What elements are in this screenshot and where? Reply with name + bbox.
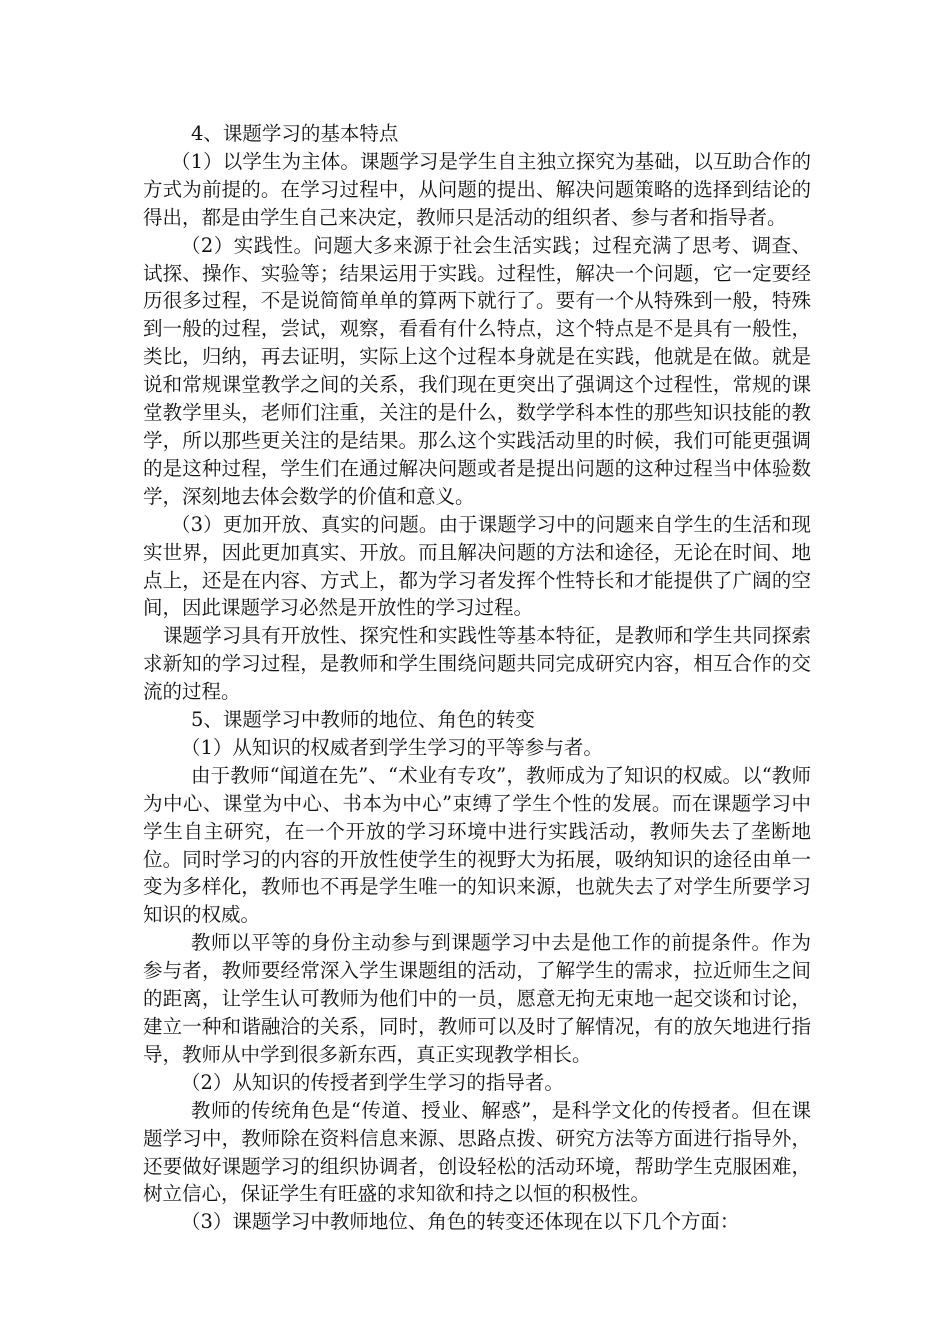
paragraph-openness: （3）更加开放、真实的问题。由于课题学习中的问题来自学生的生活和现实世界，因此更加真实、开放。而且解决问题的方法和途径，无论在时间、地点上，还是在内容、方式上，都为学习者发挥个性特长和才能提供了广阔的空间，因此课题学习必然是开放性的学习过程。: [143, 512, 811, 620]
paragraph-summary: 课题学习具有开放性、探究性和实践性等基本特征，是教师和学生共同探索求新知的学习过程，是教师和学生围绕问题共同完成研究内容，相互合作的交流的过程。: [143, 624, 811, 704]
subheading-equal-participant: （1）从知识的权威者到学生学习的平等参与者。: [181, 735, 603, 759]
section-heading-4: 4、课题学习的基本特点: [191, 122, 399, 145]
section-heading-5: 5、课题学习中教师的地位、角色的转变: [191, 708, 535, 732]
paragraph-traditional-role: 教师的传统角色是“传道、授业、解惑”，是科学文化的传授者。但在课题学习中，教师除在资料信息来源、思路点拨、研究方法等方面进行指导外，还要做好课题学习的组织协调者，创设轻松的活动环境，帮助学生克服困难，树立信心，保证学生有旺盛的求知欲和持之以恒的积极性。: [143, 1098, 811, 1206]
document-page: [143, 120, 811, 1236]
paragraph-participation: 教师以平等的身份主动参与到课题学习中去是他工作的前提条件。作为参与者，教师要经常深入学生课题组的活动，了解学生的需求，拉近师生之间的距离，让学生认可教师为他们中的一员，愿意无拘无束地一起交谈和讨论，建立一种和谐融洽的关系，同时，教师可以及时了解情况，有的放矢地进行指导，教师从中学到很多新东西，真正实现教学相长。: [143, 931, 811, 1066]
subheading-guide: （2）从知识的传授者到学生学习的指导者。: [181, 1070, 564, 1094]
subheading-other-aspects: （3）课题学习中教师地位、角色的转变还体现在以下几个方面：: [181, 1210, 740, 1234]
paragraph-practice: （2）实践性。问题大多来源于社会生活实践；过程充满了思考、调查、试探、操作、实验等；结果运用于实践。过程性，解决一个问题，它一定要经历很多过程，不是说简简单单的算两下就行了。要有一个从特殊到一般，特殊到一般的过程，尝试，观察，看看有什么特点，这个特点是不是具有一般性，类比，归纳，再去证明，实际上这个过程本身就是在实践，他就是在做。就是说和常规课堂教学之间的关系，我们现在更突出了强调这个过程性，常规的课堂教学里头，老师们注重，关注的是什么，数学学科本性的那些知识技能的教学，所以那些更关注的是结果。那么这个实践活动里的时候，我们可能更强调的是这种过程，学生们在通过解决问题或者是提出问题的这种过程当中体验数学，深刻地去体会数学的价值和意义。: [143, 233, 811, 508]
paragraph-authority: 由于教师“闻道在先”、“术业有专攻”，教师成为了知识的权威。以“教师为中心、课堂为中心、书本为中心”束缚了学生个性的发展。而在课题学习中学生自主研究，在一个开放的学习环境中进行实践活动，教师失去了垄断地位。同时学习的内容的开放性使学生的视野大为拓展，吸纳知识的途径由单一变为多样化，教师也不再是学生唯一的知识来源，也就失去了对学生所要学习知识的权威。: [143, 763, 811, 927]
paragraph-subject: （1）以学生为主体。课题学习是学生自主独立探究为基础，以互助合作的方式为前提的。在学习过程中，从问题的提出、解决问题策略的选择到结论的得出，都是由学生自己来决定，教师只是活动的组织者、参与者和指导者。: [143, 149, 811, 229]
